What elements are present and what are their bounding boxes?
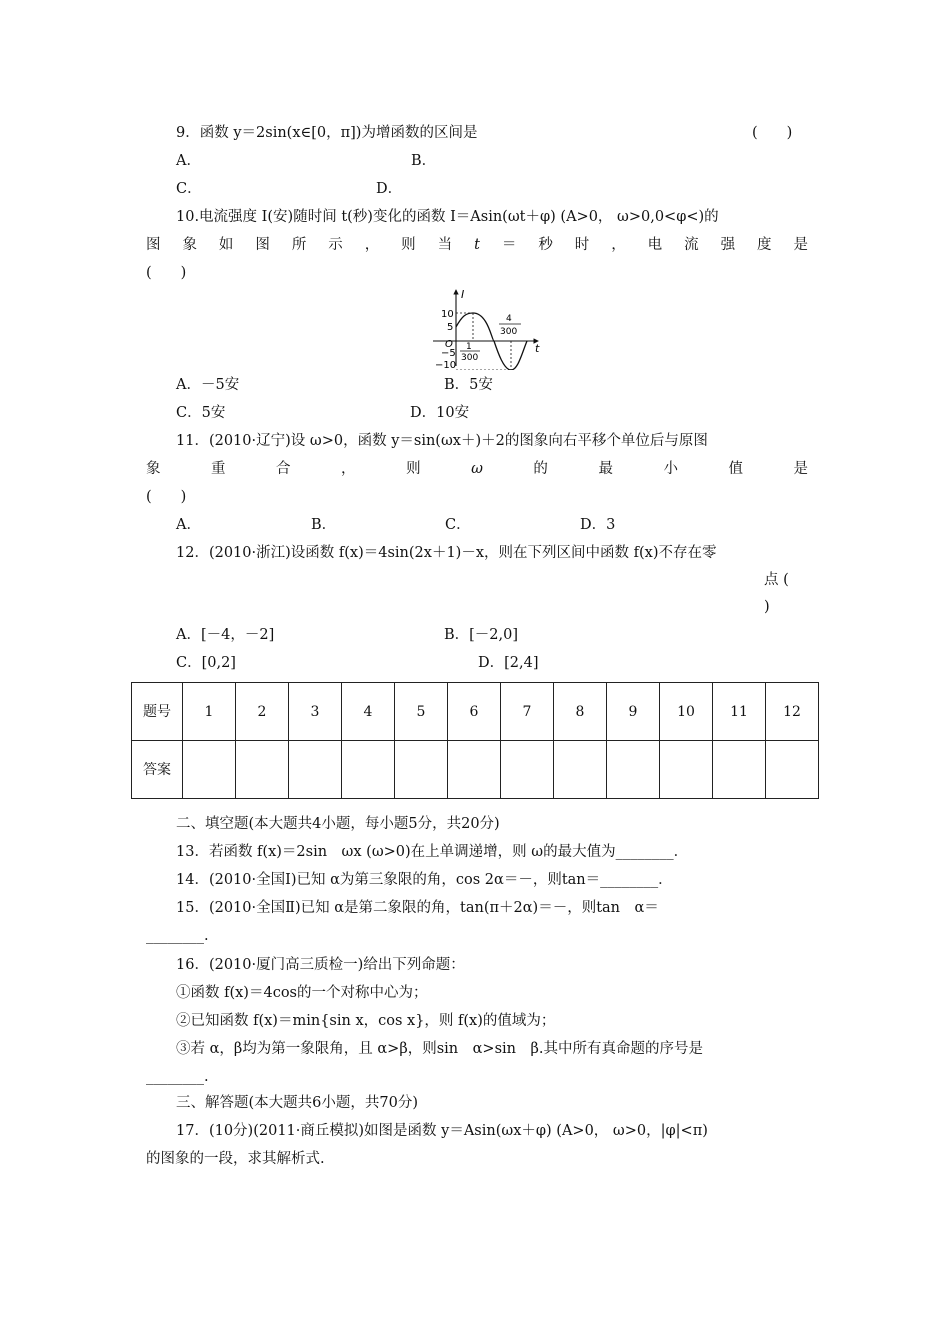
- section3-heading: 三、解答题(本大题共6小题，共70分): [176, 1095, 418, 1111]
- answer-table: [131, 682, 819, 799]
- q10-word: t: [474, 237, 480, 253]
- q10-word: 流: [684, 237, 699, 253]
- q15-line2: ________.: [146, 928, 209, 944]
- q9-stem: 9．函数 y＝2sin(x∈[0，π])为增函数的区间是: [176, 125, 478, 141]
- q10-word: 所: [291, 237, 307, 253]
- q10-word: 时: [574, 237, 590, 253]
- table-cell: 8: [554, 683, 607, 741]
- table-row-answers: [132, 741, 819, 799]
- q11-word: 合: [276, 461, 291, 477]
- q11-word: 象: [146, 461, 161, 477]
- q10-word: 象: [182, 237, 197, 253]
- q16-item1: ①函数 f(x)＝4cos的一个对称中心为；: [176, 985, 428, 1001]
- q11-word: 最: [598, 461, 613, 477]
- table-cell: 10: [660, 683, 713, 741]
- q16-stem: 16．(2010·厦门高三质检一)给出下列命题：: [176, 957, 465, 973]
- q11-line3: ( ): [146, 489, 187, 505]
- q10-word: 电: [647, 237, 663, 253]
- q12-option-d: D．[2,4]: [478, 655, 539, 671]
- answer-cell[interactable]: [501, 741, 554, 799]
- table-cell: 9: [607, 683, 660, 741]
- q12-line3: ): [764, 599, 770, 615]
- table-cell: 7: [501, 683, 554, 741]
- table-cell: 11: [713, 683, 766, 741]
- answer-cell[interactable]: [448, 741, 501, 799]
- answer-cell[interactable]: [342, 741, 395, 799]
- table-cell: 4: [342, 683, 395, 741]
- q10-word: 是: [793, 237, 808, 253]
- q10-line3: ( ): [146, 265, 187, 281]
- y-label-neg5: −5: [441, 348, 456, 359]
- q13: 13．若函数 f(x)＝2sin ωx (ω>0)在上单调递增，则 ω的最大值为________．: [176, 844, 689, 860]
- q11-option-c: C．: [445, 517, 471, 533]
- tick2-numerator: 4: [506, 314, 512, 324]
- q11-word: ，: [341, 461, 356, 477]
- q12-option-a: A．[－4，－2]: [176, 627, 275, 643]
- answer-cell[interactable]: [236, 741, 289, 799]
- answer-cell[interactable]: [554, 741, 607, 799]
- table-cell: 6: [448, 683, 501, 741]
- q11-word: 值: [728, 461, 743, 477]
- y-label-neg10: −10: [435, 360, 457, 370]
- answer-cell[interactable]: [713, 741, 766, 799]
- q14: 14．(2010·全国Ⅰ)已知 α为第三象限的角，cos 2α＝－，则tan＝________．: [176, 872, 673, 888]
- origin-label: O: [445, 339, 453, 350]
- tick1-numerator: 1: [466, 342, 472, 352]
- q9-option-b: B．: [411, 153, 437, 169]
- q12-option-b: B．[－2,0]: [444, 627, 519, 643]
- q12-line2: 点 (: [764, 572, 789, 588]
- axis-label-t: t: [535, 342, 540, 355]
- table-cell: 5: [395, 683, 448, 741]
- table-cell: 2: [236, 683, 289, 741]
- q9-option-d: D．: [376, 181, 403, 197]
- q10-option-d: D．10安: [410, 405, 470, 421]
- q11-word: 则: [406, 461, 421, 477]
- y-label-5: 5: [447, 322, 454, 333]
- answer-cell[interactable]: [289, 741, 342, 799]
- q15-line1: 15．(2010·全国Ⅱ)已知 α是第二象限的角，tan(π＋2α)＝－，则tan α＝: [176, 900, 659, 916]
- q10-word: ，: [611, 237, 626, 253]
- q10-word: 则: [401, 237, 416, 253]
- q10-word: 图: [255, 237, 270, 253]
- q10-word: 度: [757, 237, 772, 253]
- q9-option-c: C．: [176, 181, 202, 197]
- q16-item2: ②已知函数 f(x)＝min{sin x，cos x}，则 f(x)的值域为；: [176, 1013, 556, 1029]
- table-row-numbers: [132, 683, 819, 741]
- q11-word: 是: [793, 461, 808, 477]
- q16-item3: ③若 α，β均为第一象限角，且 α>β，则sin α>sin β.其中所有真命题的序号是: [176, 1041, 703, 1057]
- answer-cell[interactable]: [660, 741, 713, 799]
- row-label-answer: 答案: [132, 741, 183, 799]
- q10-word: ＝: [501, 237, 517, 253]
- q10-option-b: B．5安: [444, 377, 493, 393]
- q10-word: 秒: [538, 237, 553, 253]
- q11-option-d: D．3: [580, 517, 616, 533]
- table-cell: 12: [766, 683, 819, 741]
- section2-heading: 二、填空题(本大题共4小题，每小题5分，共20分): [176, 816, 500, 832]
- q10-option-c: C．5安: [176, 405, 226, 421]
- q10-line2: [146, 235, 808, 255]
- q10-word: ，: [364, 237, 380, 253]
- tick1-denominator: 300: [461, 353, 479, 363]
- answer-cell[interactable]: [395, 741, 448, 799]
- answer-cell[interactable]: [607, 741, 660, 799]
- q10-word: 强: [720, 237, 736, 253]
- q10-word: 当: [437, 237, 453, 253]
- y-label-10: 10: [441, 309, 454, 320]
- q9-paren: ( ): [752, 125, 793, 141]
- q10-option-a: A．－5安: [176, 377, 240, 393]
- tick2-denominator: 300: [500, 327, 518, 337]
- q11-word: ω: [471, 461, 483, 477]
- q11-word: 的: [533, 461, 548, 477]
- answer-cell[interactable]: [766, 741, 819, 799]
- q11-option-a: A．: [176, 517, 201, 533]
- q12-option-c: C．[0,2]: [176, 655, 236, 671]
- current-sine-graph: [426, 286, 548, 370]
- table-cell: 3: [289, 683, 342, 741]
- q16-blank: ________.: [146, 1069, 209, 1085]
- q10-word: 图: [146, 237, 161, 253]
- q17-line2: 的图象的一段，求其解析式.: [146, 1151, 325, 1167]
- q11-line2: [146, 459, 808, 479]
- row-label-question-number: 题号: [132, 683, 183, 741]
- q11-word: 小: [663, 461, 678, 477]
- q9-option-a: A．: [176, 153, 201, 169]
- axis-label-i: I: [461, 288, 465, 301]
- q17-line1: 17．(10分)(2011·商丘模拟)如图是函数 y＝Asin(ωx＋φ) (A>0， ω>0，|φ|<π): [176, 1123, 708, 1139]
- answer-cell[interactable]: [183, 741, 236, 799]
- q10-word: 示: [328, 237, 343, 253]
- q10-word: 如: [218, 237, 234, 253]
- q12-line1: 12．(2010·浙江)设函数 f(x)＝4sin(2x＋1)－x，则在下列区间中函数 f(x)不存在零: [176, 545, 717, 561]
- q11-word: 重: [211, 461, 226, 477]
- q11-line1: 11．(2010·辽宁)设 ω>0，函数 y＝sin(ωx＋)＋2的图象向右平移个单位后与原图: [176, 433, 708, 449]
- table-cell: 1: [183, 683, 236, 741]
- q10-line1: 10.电流强度 I(安)随时间 t(秒)变化的函数 I＝Asin(ωt＋φ) (A>0， ω>0,0<φ<)的: [176, 209, 719, 225]
- q11-option-b: B．: [311, 517, 337, 533]
